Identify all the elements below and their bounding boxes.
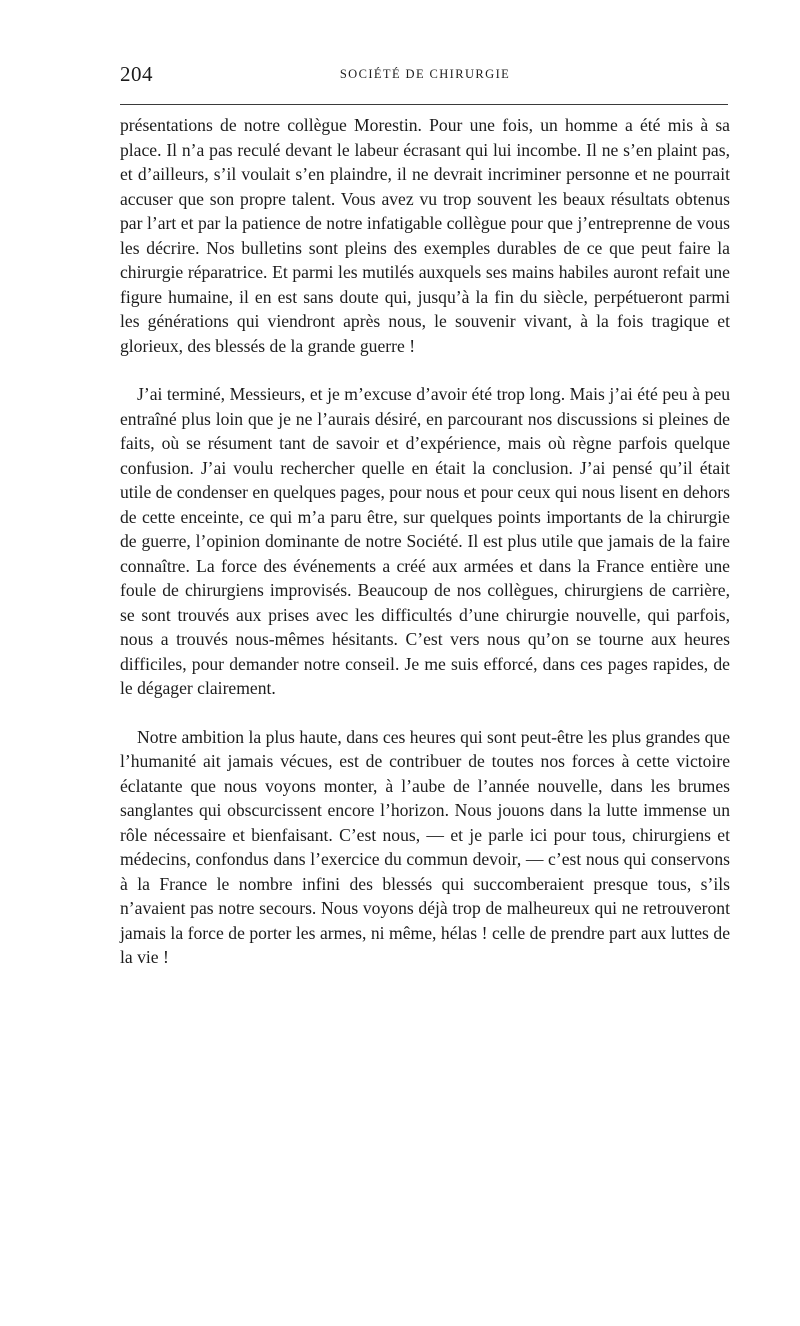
page-number: 204 xyxy=(120,62,153,86)
running-head xyxy=(120,62,730,94)
running-title: SOCIÉTÉ DE CHIRURGIE xyxy=(339,67,511,81)
book-page xyxy=(120,62,730,970)
body-text xyxy=(120,113,730,970)
paragraph-conclusion: J’ai terminé, Messieurs, et je m’excuse d’avoir été trop long. Mais j’ai été peu à peu entraîné plus loin que je ne l’aurais désiré, en parcourant nos discussions si pleines de faits, où se résument tant de savoir et d’expérience, mais où règne parfois quelque confusion. J’ai voulu rechercher quelle en était la conclusion. J’ai pensé qu’il était utile de condenser en quelques pages, pour nous et pour ceux qui nous lisent en dehors de cette enceinte, ce qui m’a paru être, sur quelques points importants de la chirurgie de guerre, l’opinion dominante de notre Société. Il est plus utile que jamais de la faire connaître. La force des événements a créé aux armées et dans la France entière une foule de chirurgiens improvisés. Beaucoup de nos collègues, chirurgiens de carrière, se sont trouvés aux prises avec les difficultés d’une chirurgie nouvelle, qui parfois, nous a trouvés nous-mêmes hésitants. C’est vers nous qu’on se tourne aux heures difficiles, pour demander notre conseil. Je me suis efforcé, dans ces pages rapides, de le dégager clairement. xyxy=(120,384,730,698)
header-rule xyxy=(120,104,728,105)
paragraph-continuation: présentations de notre collègue Morestin. Pour une fois, un homme a été mis à sa place. Il n’a pas reculé devant le labeur écrasant qui lui incombe. Il ne s’en plaint pas, et d’ailleurs, s’il voulait s’en plaindre, il ne devrait incriminer personne et ne pourrait accuser que son propre talent. Vous avez vu trop souvent les beaux résultats obtenus par l’art et par la patience de notre infatigable collègue pour que j’entreprenne de vous les décrire. Nos bulletins sont pleins des exemples durables de ce que peut faire la chirurgie réparatrice. Et parmi les mutilés auxquels ses mains habiles auront refait une figure humaine, il en est sans doute qui, jusqu’à la fin du siècle, perpétueront parmi les générations qui viendront après nous, le souvenir vivant, à la fois tragique et glorieux, des blessés de la grande guerre ! xyxy=(120,115,730,356)
paragraph-ambition: Notre ambition la plus haute, dans ces heures qui sont peut-être les plus grandes que l’humanité ait jamais vécues, est de contribuer de toutes nos forces à cette victoire éclatante que nous voyons monter, à l’aube de l’année nouvelle, dans les brumes sanglantes qui obscurcissent encore l’horizon. Nous jouons dans la lutte immense un rôle nécessaire et bienfaisant. C’est nous, — et je parle ici pour tous, chirurgiens et médecins, confondus dans l’exercice du commun devoir, — c’est nous qui conservons à la France le nombre infini des blessés qui succomberaient presque tous, s’ils n’avaient pas notre secours. Nous voyons déjà trop de malheureux qui ne retrouveront jamais la force de porter les armes, ni même, hélas ! celle de prendre part aux luttes de la vie ! xyxy=(120,726,730,967)
